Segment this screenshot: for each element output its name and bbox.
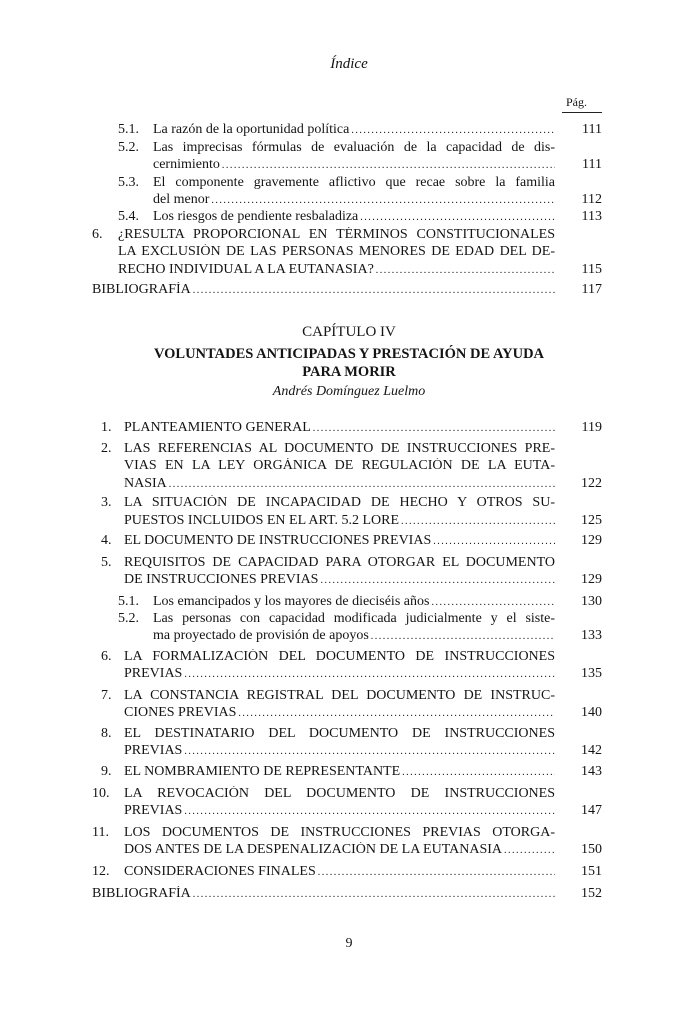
toc-entry-page: 152: [581, 886, 602, 901]
toc-entry-title-line: LOS DOCUMENTOS DE INSTRUCCIONES PREVIAS OTORGA-: [124, 825, 555, 840]
toc-entry-number: 7.: [101, 688, 112, 703]
toc-entry-page: 112: [581, 192, 602, 207]
toc-entry-title-line: REQUISITOS DE CAPACIDAD PARA OTORGAR EL DOCUMENTO: [124, 555, 555, 570]
toc-entry-title-line: RECHO INDIVIDUAL A LA EUTANASIA? .....: [118, 262, 555, 278]
toc-entry-page: 140: [581, 705, 602, 720]
toc-entry-title-line: BIBLIOGRAFÍA .....: [92, 282, 555, 298]
chapter-title: PARA MORIR: [302, 364, 396, 380]
toc-entry-title-line: El componente gravemente aflictivo que recae sobre la familia: [153, 175, 555, 190]
toc-entry-number: 5.1.: [118, 122, 139, 137]
toc-entry-title-line: ¿RESULTA PROPORCIONAL EN TÉRMINOS CONSTITUCIONALES: [118, 227, 555, 242]
toc-entry-title-line: LA SITUACIÓN DE INCAPACIDAD DE HECHO Y OTROS SU-: [124, 495, 555, 510]
toc-entry-page: 113: [581, 209, 602, 224]
toc-entry-title-line: La razón de la oportunidad política .....: [153, 122, 555, 138]
toc-entry-title-line: LA EXCLUSIÓN DE LAS PERSONAS MENORES DE EDAD DEL DE-: [118, 244, 555, 259]
chapter-label: CAPÍTULO IV: [302, 324, 396, 340]
toc-entry-page: 142: [581, 743, 602, 758]
toc-entry-page: 147: [581, 803, 602, 818]
toc-entry-number: 10.: [92, 786, 110, 801]
toc-entry-title-line: EL NOMBRAMIENTO DE REPRESENTANTE .....: [124, 764, 555, 780]
toc-entry-title-line: VIAS EN LA LEY ORGÁNICA DE REGULACIÓN DE LA EUTA-: [124, 458, 555, 473]
toc-entry-number: 5.1.: [118, 594, 139, 609]
toc-entry-title-line: CONSIDERACIONES FINALES .....: [124, 864, 555, 880]
toc-entry-page: 115: [581, 262, 602, 277]
toc-entry-number: 3.: [101, 495, 112, 510]
toc-entry-number: 6.: [92, 227, 103, 242]
toc-entry-title-line: Los emancipados y los mayores de dieciséis años .....: [153, 594, 555, 610]
toc-entry-page: 143: [581, 764, 602, 779]
toc-entry-title-line: LAS REFERENCIAS AL DOCUMENTO DE INSTRUCCIONES PRE-: [124, 441, 555, 456]
toc-entry-title-line: Las imprecisas fórmulas de evaluación de la capacidad de dis-: [153, 140, 555, 155]
toc-entry-number: 2.: [101, 441, 112, 456]
toc-entry-number: 5.: [101, 555, 112, 570]
toc-entry-number: 5.4.: [118, 209, 139, 224]
toc-entry-page: 111: [582, 157, 602, 172]
toc-entry-title-line: cernimiento .....: [153, 157, 555, 173]
toc-entry-page: 125: [581, 513, 602, 528]
toc-entry-number: 11.: [92, 825, 109, 840]
toc-entry-page: 133: [581, 628, 602, 643]
toc-entry-number: 5.2.: [118, 140, 139, 155]
toc-entry-title-line: EL DOCUMENTO DE INSTRUCCIONES PREVIAS .....: [124, 533, 555, 549]
toc-entry-page: 129: [581, 572, 602, 587]
toc-entry-title-line: PREVIAS .....: [124, 803, 555, 819]
toc-entry-title-line: PREVIAS .....: [124, 743, 555, 759]
page-column-label: Pág.: [566, 95, 587, 109]
toc-entry-title-line: LA REVOCACIÓN DEL DOCUMENTO DE INSTRUCCIONES: [124, 786, 555, 801]
toc-entry-number: 1.: [101, 420, 112, 435]
toc-entry-title-line: DE INSTRUCCIONES PREVIAS .....: [124, 572, 555, 588]
running-header: Índice: [330, 56, 368, 72]
toc-entry-number: 6.: [101, 649, 112, 664]
toc-entry-title-line: BIBLIOGRAFÍA .....: [92, 886, 555, 902]
toc-entry-page: 130: [581, 594, 602, 609]
toc-entry-title-line: CIONES PREVIAS .....: [124, 705, 555, 721]
toc-entry-number: 5.3.: [118, 175, 139, 190]
toc-entry-title-line: LA FORMALIZACIÓN DEL DOCUMENTO DE INSTRUCCIONES: [124, 649, 555, 664]
toc-entry-title-line: PLANTEAMIENTO GENERAL .....: [124, 420, 555, 436]
toc-entry-number: 12.: [92, 864, 110, 879]
toc-entry-page: 119: [581, 420, 602, 435]
toc-entry-title-line: PREVIAS .....: [124, 666, 555, 682]
toc-entry-title-line: del menor .....: [153, 192, 555, 208]
toc-entry-page: 117: [581, 282, 602, 297]
toc-entry-title-line: Los riesgos de pendiente resbaladiza .....: [153, 209, 555, 225]
toc-entry-page: 151: [581, 864, 602, 879]
toc-entry-title-line: ma proyectado de provisión de apoyos .....: [153, 628, 555, 644]
toc-entry-title-line: PUESTOS INCLUIDOS EN EL ART. 5.2 LORE .....: [124, 513, 555, 529]
toc-entry-page: 129: [581, 533, 602, 548]
toc-entry-page: 122: [581, 476, 602, 491]
toc-entry-number: 9.: [101, 764, 112, 779]
chapter-title: VOLUNTADES ANTICIPADAS Y PRESTACIÓN DE AYUDA: [153, 346, 545, 362]
toc-entry-title-line: LA CONSTANCIA REGISTRAL DEL DOCUMENTO DE INSTRUC-: [124, 688, 555, 703]
toc-entry-number: 8.: [101, 726, 112, 741]
toc-entry-title-line: Las personas con capacidad modificada judicialmente y el siste-: [153, 611, 555, 626]
toc-entry-page: 150: [581, 842, 602, 857]
toc-entry-title-line: EL DESTINATARIO DEL DOCUMENTO DE INSTRUCCIONES: [124, 726, 555, 741]
toc-entry-page: 111: [582, 122, 602, 137]
toc-entry-number: 4.: [101, 533, 112, 548]
page-column-rule: [562, 112, 602, 113]
page-number: 9: [345, 936, 353, 951]
toc-entry-title-line: NASIA .....: [124, 476, 555, 492]
toc-entry-title-line: DOS ANTES DE LA DESPENALIZACIÓN DE LA EUTANASIA .....: [124, 842, 555, 858]
chapter-author: Andrés Domínguez Luelmo: [272, 384, 426, 399]
toc-entry-page: 135: [581, 666, 602, 681]
toc-entry-number: 5.2.: [118, 611, 139, 626]
